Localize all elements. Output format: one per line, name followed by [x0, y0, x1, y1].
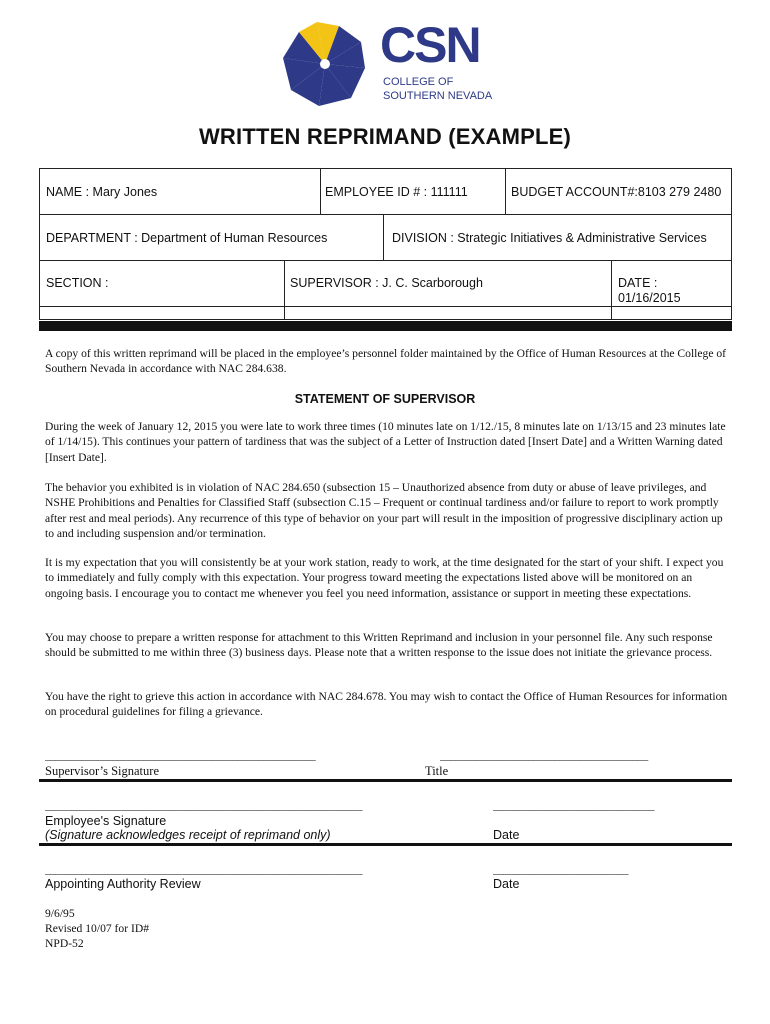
paragraph-1: During the week of January 12, 2015 you were late to work three times (10 minutes late on 1/12./15, 8 minutes late on 1/13/15 and 23 minutes late of 1/14/15). This continues your pattern of tardiness that was the subject of a Letter of Instruction dated [Insert Date] and a Written Warning dated [Insert Date]. [45, 420, 726, 464]
paragraph-2: The behavior you exhibited is in violation of NAC 284.650 (subsection 15 – Unauthorized absence from duty or abuse of leave privileges, and NSHE Prohibitions and Penalties for Classified Staff (subsection C.15 – Frequent or continual tardiness and/or failure to report to work promptly after rest and meal periods). Any recurrence of this type of behavior on your part will result in the imposition of progressive disciplinary action up to and including suspension and/or termination. [45, 481, 723, 540]
date-label: DATE : [618, 276, 658, 290]
appointing-date-line[interactable]: __________________________ [493, 864, 629, 876]
footer-date: 9/6/95 [45, 907, 75, 920]
paragraph-3: It is my expectation that you will consistently be at your work station, ready to work, at the time designated for the start of your shift. I expect you to immediately and fully comply with this expectation. Your progress toward meeting the expectations listed above will be monitored on an ongoing basis. I encourage you to contact me whenever you feel you need information, assistance or support in meeting these expectations. [45, 556, 724, 600]
employee-id: EMPLOYEE ID # : 111111 [325, 185, 468, 199]
section: SECTION : [46, 276, 109, 290]
csn-logo [270, 14, 510, 114]
division: DIVISION : Strategic Initiatives & Administrative Services [392, 231, 707, 245]
statement-heading: STATEMENT OF SUPERVISOR [294, 392, 476, 406]
footer-revision: Revised 10/07 for ID# [45, 922, 150, 935]
logo-subtitle-2: SOUTHERN NEVADA [383, 90, 493, 102]
divider-bar [39, 321, 732, 331]
appointing-authority-label: Appointing Authority Review [45, 877, 201, 891]
employee-date-line[interactable]: _______________________________ [493, 800, 655, 812]
supervisor: SUPERVISOR : J. C. Scarborough [290, 276, 483, 290]
supervisor-signature-line[interactable]: ____________________________________________________ [45, 750, 316, 762]
footer-form-number: NPD-52 [45, 937, 84, 950]
department: DEPARTMENT : Department of Human Resources [46, 231, 328, 245]
title-line[interactable]: ________________________________________ [440, 750, 649, 762]
paragraph-4: You may choose to prepare a written response for attachment to this Written Reprimand and inclusion in your personnel file. Any such response should be submitted to me within three (3) business days. Please note that a written response to the issue does not initiate the grievance process. [45, 631, 713, 660]
intro-paragraph: A copy of this written reprimand will be placed in the employee’s personnel folder maintained by the Office of Human Resources at the College of Southern Nevada in accordance with NAC 284.638. [45, 347, 727, 376]
employee-signature-label: Employee's Signature [45, 814, 167, 828]
employee-name: NAME : Mary Jones [46, 185, 158, 199]
employee-date-label: Date [493, 828, 520, 842]
employee-signature-note: (Signature acknowledges receipt of reprimand only) [45, 828, 331, 842]
supervisor-signature-label: Supervisor’s Signature [45, 764, 159, 778]
page-title: WRITTEN REPRIMAND (EXAMPLE) [198, 124, 572, 149]
employee-signature-line[interactable]: _____________________________________________________________ [45, 800, 363, 812]
date-value: 01/16/2015 [618, 291, 681, 305]
appointing-authority-line[interactable]: _____________________________________________________________ [45, 864, 363, 876]
title-label: Title [425, 764, 449, 778]
logo-subtitle-1: COLLEGE OF [383, 76, 454, 88]
section-rule-2 [39, 843, 732, 846]
appointing-date-label: Date [493, 877, 520, 891]
logo-wordmark: CSN [380, 17, 480, 73]
paragraph-5: You have the right to grieve this action in accordance with NAC 284.678. You may wish to contact the Office of Human Resources for information on procedural guidelines for filing a grievance. [45, 690, 728, 719]
budget-account: BUDGET ACCOUNT#:8103 279 2480 [511, 185, 722, 199]
employee-info-table [39, 168, 732, 320]
section-rule-1 [39, 779, 732, 782]
